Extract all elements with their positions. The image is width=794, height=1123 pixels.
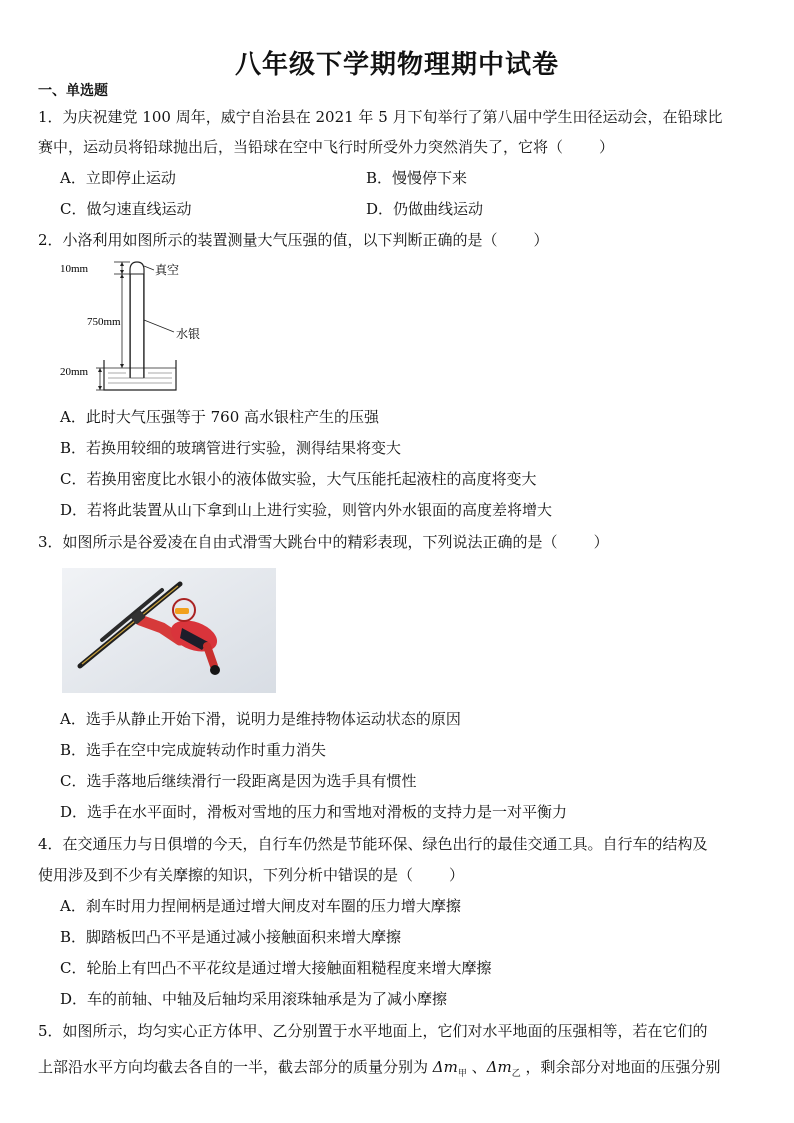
q1-option-a: A．立即停止运动 [60, 169, 176, 187]
q5-stem-line2: 上部沿水平方向均截去各自的一半，截去部分的质量分别为 $\Delta m_甲$ 、$\Delta m_乙$ ，剩余部分对地面的压强分别 [38, 1058, 721, 1079]
q2-option-c: C．若换用密度比水银小的液体做实验，大气压能托起液柱的高度将变大 [60, 470, 537, 488]
q4-option-b: B．脚踏板凹凸不平是通过减小接触面积来增大摩擦 [60, 928, 402, 946]
q1-stem-line2: 赛中，运动员将铅球抛出后，当铅球在空中飞行时所受外力突然消失了，它将（ ） [38, 138, 615, 156]
q1-option-c: C．做匀速直线运动 [60, 200, 192, 218]
label-750mm: 750mm [87, 316, 121, 328]
q1-option-b: B．慢慢停下来 [366, 169, 468, 187]
q2-stem: 2．小洛利用如图所示的装置测量大气压强的值，以下判断正确的是（ ） [38, 231, 549, 249]
q4-option-c: C．轮胎上有凹凸不平花纹是通过增大接触面粗糙程度来增大摩擦 [60, 959, 492, 977]
barometer-figure [58, 258, 218, 398]
mercury-column [131, 274, 144, 378]
q2-option-b: B．若换用较细的玻璃管进行实验，测得结果将变大 [60, 439, 402, 457]
label-20mm: 20mm [60, 366, 89, 378]
q4-option-d: D．车的前轴、中轴及后轴均采用滚珠轴承是为了减小摩擦 [60, 990, 448, 1008]
q3-option-c: C．选手落地后继续滑行一段距离是因为选手具有惯性 [60, 772, 417, 790]
label-mercury: 水银 [176, 327, 201, 341]
q3-option-b: B．选手在空中完成旋转动作时重力消失 [60, 741, 327, 759]
q2-option-a: A．此时大气压强等于 760 高水银柱产生的压强 [60, 408, 380, 426]
label-vacuum: 真空 [155, 263, 180, 277]
mercury-dish [104, 360, 176, 390]
q3-stem: 3．如图所示是谷爱凌在自由式滑雪大跳台中的精彩表现，下列说法正确的是（ ） [38, 533, 609, 551]
glass-tube [130, 262, 144, 378]
q3-option-a: A．选手从静止开始下滑，说明力是维持物体运动状态的原因 [60, 710, 461, 728]
label-10mm: 10mm [60, 263, 89, 275]
q1-stem-line1: 1．为庆祝建党 100 周年，威宁自治县在 2021 年 5 月下旬举行了第八届中学生田径运动会，在铅球比 [38, 108, 723, 126]
section-heading: 一、单选题 [38, 83, 108, 99]
page-title: 八年级下学期物理期中试卷 [234, 50, 559, 80]
skier-photo [62, 568, 276, 693]
q3-option-d: D．选手在水平面时，滑板对雪地的压力和雪地对滑板的支持力是一对平衡力 [60, 803, 568, 821]
q4-stem-line2: 使用涉及到不少有关摩擦的知识，下列分析中错误的是（ ） [38, 866, 465, 884]
q4-option-a: A．刹车时用力捏闸柄是通过增大闸皮对车圈的压力增大摩擦 [60, 897, 461, 915]
q2-option-d: D．若将此装置从山下拿到山上进行实验，则管内外水银面的高度差将增大 [60, 501, 553, 519]
q1-option-d: D．仍做曲线运动 [366, 200, 484, 218]
q4-stem-line1: 4．在交通压力与日俱增的今天，自行车仍然是节能环保、绿色出行的最佳交通工具。自行车的结构及 [38, 835, 708, 853]
q5-stem-line1: 5．如图所示，均匀实心正方体甲、乙分别置于水平地面上，它们对水平地面的压强相等，若在它们的 [38, 1022, 708, 1040]
